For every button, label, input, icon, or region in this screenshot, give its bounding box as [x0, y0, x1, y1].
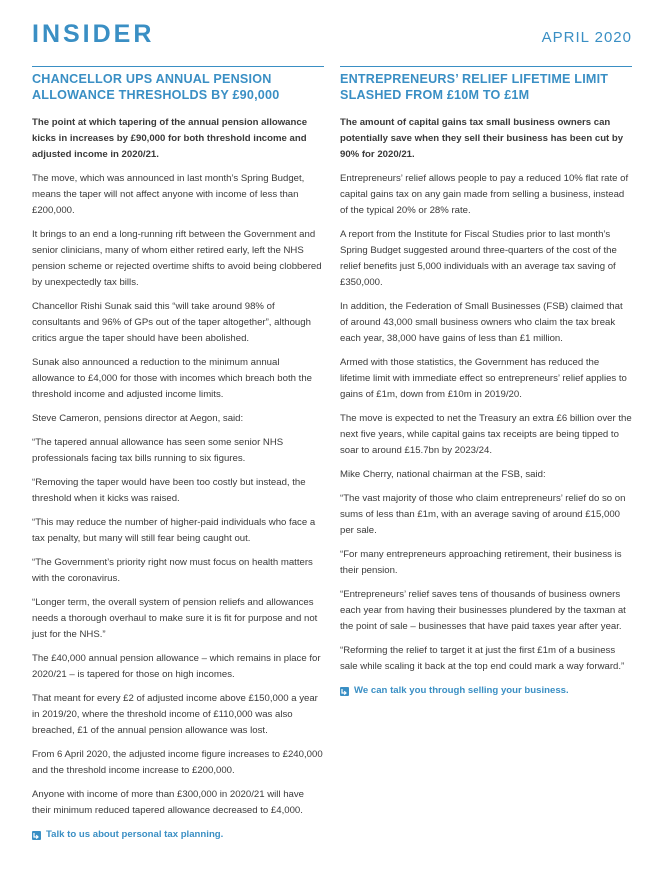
- article-paragraph: “Reforming the relief to target it at just the first £1m of a business sale while scaling it back at the top end could mark a way forward.”: [340, 645, 625, 672]
- cta-label[interactable]: Talk to us about personal tax planning.: [46, 829, 224, 840]
- arrow-icon: [32, 831, 41, 840]
- arrow-icon: [340, 687, 349, 696]
- article-headline: CHANCELLOR UPS ANNUAL PENSION ALLOWANCE THRESHOLDS BY £90,000: [32, 72, 280, 102]
- article-paragraph: “This may reduce the number of higher-paid individuals who face a tax penalty, but many will still fear being caught out.: [32, 517, 316, 544]
- article-paragraph: “For many entrepreneurs approaching retirement, their business is their pension.: [340, 549, 622, 576]
- cta-link-tax-planning[interactable]: [32, 827, 324, 843]
- article-paragraph: “Removing the taper would have been too costly but instead, the threshold when it kicks was raised.: [32, 477, 306, 504]
- article-paragraph: In addition, the Federation of Small Businesses (FSB) claimed that of around 43,000 small business owners who claim the tax break each year, 38,000 have gains of less than £1 million.: [340, 301, 623, 344]
- cta-link-selling-business[interactable]: [340, 683, 632, 699]
- article-paragraph: The £40,000 annual pension allowance – which remains in place for 2020/21 – is tapered for those on high incomes.: [32, 653, 321, 680]
- article-paragraph: “The Government’s priority right now must focus on health matters with the coronavirus.: [32, 557, 313, 584]
- article-paragraph: It brings to an end a long-running rift between the Government and senior clinicians, many of whom either retired early, left the NHS pension scheme or rejected overtime shifts to avoid being clobbered by unexpectedly tax bills.: [32, 229, 322, 288]
- article-paragraph: Sunak also announced a reduction to the minimum annual allowance to £4,000 for those with incomes which breach both the threshold income and adjusted income limits.: [32, 357, 312, 400]
- article-lead: The point at which tapering of the annual pension allowance kicks in increases by £90,000 for both threshold income and adjusted income in 2020/21.: [32, 117, 308, 160]
- article-pension-allowance: [32, 66, 324, 843]
- article-paragraph: “The vast majority of those who claim entrepreneurs’ relief do so on sums of less than £1m, with an average saving of around £15,000 per sale.: [340, 493, 626, 536]
- article-paragraph: “Entrepreneurs’ relief saves tens of thousands of business owners each year from having their businesses plundered by the taxman at the point of sale – businesses that have paid taxes year after year.: [340, 589, 626, 632]
- masthead: [32, 18, 632, 54]
- article-paragraph: The move is expected to net the Treasury an extra £6 billion over the next five years, while capital gains tax receipts are being tipped to soar to around £15.7bn by 2023/24.: [340, 413, 632, 456]
- article-paragraph: Anyone with income of more than £300,000 in 2020/21 will have their minimum reduced tapered allowance decreased to £4,000.: [32, 789, 304, 816]
- article-paragraph: Entrepreneurs’ relief allows people to pay a reduced 10% flat rate of capital gains tax on any gain made from selling a business, instead of the typical 20% or 28% rate.: [340, 173, 629, 216]
- article-paragraph: Mike Cherry, national chairman at the FSB, said:: [340, 469, 546, 480]
- cta-label[interactable]: We can talk you through selling your business.: [354, 685, 569, 696]
- article-entrepreneurs-relief: [340, 66, 632, 699]
- article-paragraph: That meant for every £2 of adjusted income above £150,000 a year in 2019/20, where the threshold income of £110,000 was also breached, £1 of the annual pension allowance was lost.: [32, 693, 318, 736]
- article-lead: The amount of capital gains tax small business owners can potentially save when they sell their business has been cut by 90% for 2020/21.: [340, 117, 624, 160]
- issue-date: APRIL 2020: [541, 29, 632, 46]
- article-paragraph: “The tapered annual allowance has seen some senior NHS professionals facing tax bills running to six figures.: [32, 437, 284, 464]
- article-paragraph: Steve Cameron, pensions director at Aegon, said:: [32, 413, 244, 424]
- article-paragraph: Chancellor Rishi Sunak said this “will take around 98% of consultants and 96% of GPs out of the taper altogether”, although critics argue the taper should have been abolished.: [32, 301, 311, 344]
- article-paragraph: From 6 April 2020, the adjusted income figure increases to £240,000 and the threshold income increase to £200,000.: [32, 749, 323, 776]
- article-headline: ENTREPRENEURS’ RELIEF LIFETIME LIMIT SLASHED FROM £10M TO £1M: [340, 72, 609, 102]
- publication-title: INSIDER: [32, 20, 155, 48]
- article-paragraph: The move, which was announced in last month’s Spring Budget, means the taper will not affect anyone with income of less than £200,000.: [32, 173, 305, 216]
- article-paragraph: “Longer term, the overall system of pension reliefs and allowances needs a thorough overhaul to make sure it is fit for purpose and not just for the NHS.”: [32, 597, 318, 640]
- article-paragraph: Armed with those statistics, the Government has reduced the lifetime limit with immediate effect so entrepreneurs’ relief applies to gains of £1m, down from £10m in 2019/20.: [340, 357, 627, 400]
- article-paragraph: A report from the Institute for Fiscal Studies prior to last month’s Spring Budget suggested around three-quarters of the cost of the relief benefits just 5,000 individuals with an average tax saving of £350,000.: [340, 229, 617, 288]
